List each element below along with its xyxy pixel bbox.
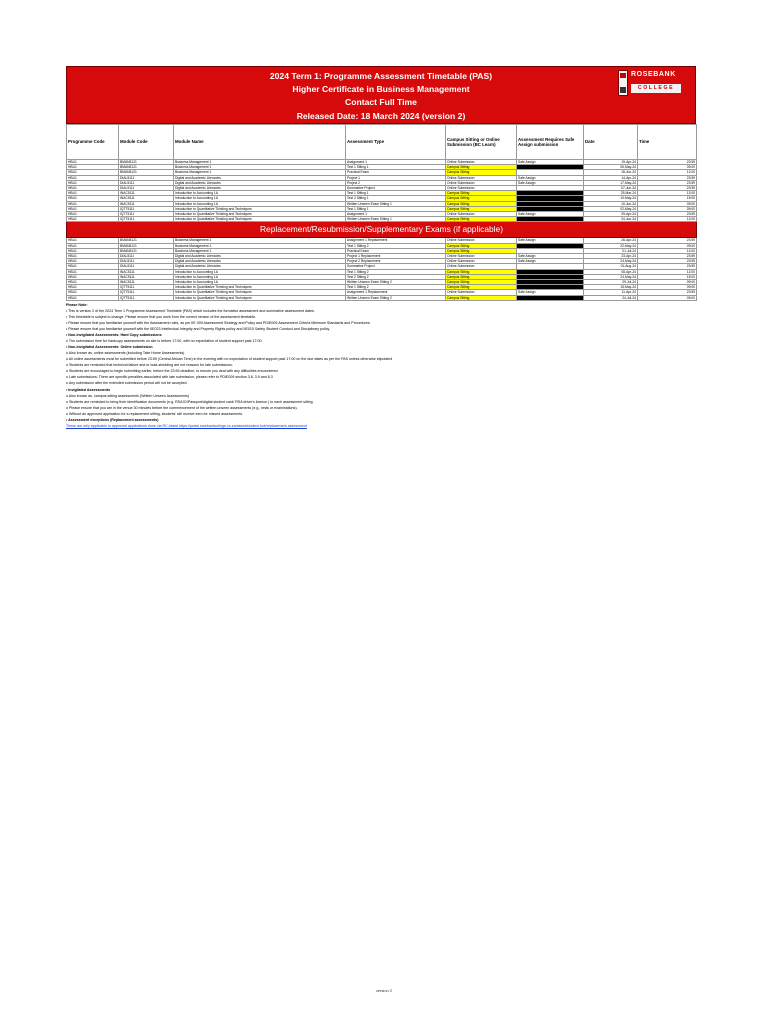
date-cell: 06-May-24: [584, 165, 638, 170]
col-header-module-code: Module Code: [119, 125, 174, 160]
programme-code-cell: HBU1: [67, 295, 119, 300]
module-code-cell: DIAL5111: [119, 259, 174, 264]
module-name-cell: Digital and Academic Literacies: [174, 180, 346, 185]
sitting-cell: Online Submission: [446, 264, 517, 269]
note-line: o Any submission after the extended submission period will not be accepted.: [66, 381, 188, 386]
programme-code-cell: HBU1: [67, 280, 119, 285]
col-header-sitting: Campus Sitting or Online Submission (BC Learn): [446, 125, 517, 160]
logo-mark-icon: [618, 70, 628, 96]
assessment-type-cell: Written Unseen Exam Sitting 1: [346, 201, 446, 206]
module-name-cell: Introduction to Accounting 1A: [174, 280, 346, 285]
time-cell: 09:00: [638, 295, 697, 300]
page-footer: version 2: [375, 988, 393, 993]
title-line-3: Contact Full Time: [345, 97, 417, 108]
module-name-cell: Introduction to Accounting 1A: [174, 196, 346, 201]
date-cell: 09-Apr-24: [584, 212, 638, 217]
assessment-table: [66, 124, 697, 301]
time-cell: 12:00: [638, 191, 697, 196]
timetable-sheet: [66, 66, 696, 429]
date-cell: 10-Jun-24: [584, 201, 638, 206]
module-name-cell: Business Management 1: [174, 160, 346, 165]
programme-code-cell: HBU1: [67, 269, 119, 274]
assessment-type-cell: Written Unseen Exam Sitting 2: [346, 295, 446, 300]
college-logo: [618, 70, 683, 96]
date-cell: 18-Jun-24: [584, 170, 638, 175]
programme-code-cell: HBU1: [67, 212, 119, 217]
module-name-cell: Introduction to Accounting 1A: [174, 201, 346, 206]
date-cell: 26-Apr-24: [584, 238, 638, 243]
module-code-cell: INAC5111: [119, 280, 174, 285]
note-line: o Without an approved application for a replacement sitting, students' will receive zero for missed assessments.: [66, 411, 244, 416]
module-name-cell: Introduction to Quantitative Thinking and Techniques: [174, 212, 346, 217]
module-code-cell: INAC5111: [119, 201, 174, 206]
safe-assign-cell: Safe Assign: [517, 254, 584, 259]
col-header-safe-assign: Assessment Requires Safe Assign submission: [517, 125, 584, 160]
date-cell: 07-Jun-24: [584, 186, 638, 191]
date-cell: 10-May-24: [584, 196, 638, 201]
module-code-cell: BMAN5121: [119, 243, 174, 248]
logo-line-2: COLLEGE: [631, 84, 681, 93]
programme-code-cell: HBU1: [67, 254, 119, 259]
time-cell: 09:00: [638, 201, 697, 206]
note-line: • Non-Invigilated Assessments: Online submission: [66, 345, 153, 350]
title-block: [67, 70, 695, 123]
programme-code-cell: HBU1: [67, 264, 119, 269]
sitting-cell: Online Submission: [446, 290, 517, 295]
programme-code-cell: HBU1: [67, 290, 119, 295]
col-header-programme-code: Programme Code: [67, 125, 119, 160]
module-code-cell: INAC5111: [119, 191, 174, 196]
programme-code-cell: HBU1: [67, 201, 119, 206]
safe-assign-cell: Safe Assign: [517, 180, 584, 185]
sitting-cell: Campus Sitting: [446, 280, 517, 285]
time-cell: 12:00: [638, 170, 697, 175]
programme-code-cell: HBU1: [67, 217, 119, 222]
time-cell: 12:00: [638, 217, 697, 222]
module-name-cell: Introduction to Accounting 1A: [174, 269, 346, 274]
assessment-type-cell: Project 2 Replacement: [346, 259, 446, 264]
time-cell: 23:59: [638, 259, 697, 264]
module-code-cell: IQTT5111: [119, 217, 174, 222]
sitting-cell: Online Submission: [446, 186, 517, 191]
module-code-cell: DIAL5111: [119, 264, 174, 269]
title-line-1: 2024 Term 1: Programme Assessment Timetable (PAS): [269, 71, 493, 81]
sitting-cell: Campus Sitting: [446, 217, 517, 222]
notes-section: [66, 302, 696, 429]
date-cell: 01-Aug-24: [584, 264, 638, 269]
date-cell: 08-Apr-24: [584, 269, 638, 274]
module-name-cell: Digital and Academic Literacies: [174, 175, 346, 180]
programme-code-cell: HBU1: [67, 160, 119, 165]
time-cell: 23:59: [638, 180, 697, 185]
assessment-type-cell: Test 1 Sitting 1: [346, 191, 446, 196]
note-line: o Please ensure that you are in the venue 30 minutes before the commencement of the written unseen assessments (e.g., tests or examinations).: [66, 405, 298, 410]
date-cell: 22-May-24: [584, 243, 638, 248]
date-cell: 17-May-24: [584, 180, 638, 185]
replacement-assessments: [67, 238, 697, 300]
sitting-cell: Campus Sitting: [446, 196, 517, 201]
time-cell: 23:59: [638, 175, 697, 180]
logo-line-1: ROSEBANK: [631, 71, 676, 78]
programme-code-cell: HBU1: [67, 196, 119, 201]
main-assessments: [67, 160, 697, 222]
sitting-cell: Online Submission: [446, 254, 517, 259]
safe-assign-cell: Safe Assign: [517, 259, 584, 264]
programme-code-cell: HBU1: [67, 191, 119, 196]
time-cell: 09:00: [638, 165, 697, 170]
module-code-cell: INAC5111: [119, 269, 174, 274]
sitting-cell: Campus Sitting: [446, 191, 517, 196]
sitting-cell: Campus Sitting: [446, 295, 517, 300]
programme-code-cell: HBU1: [67, 175, 119, 180]
assessment-type-cell: Test 2 Sitting 2: [346, 274, 446, 279]
time-cell: 12:00: [638, 248, 697, 253]
date-cell: 24-May-24: [584, 274, 638, 279]
sitting-cell: Online Submission: [446, 238, 517, 243]
module-code-cell: IQTT5111: [119, 206, 174, 211]
sitting-cell: Campus Sitting: [446, 274, 517, 279]
programme-code-cell: HBU1: [67, 206, 119, 211]
module-name-cell: Business Management 1: [174, 170, 346, 175]
sitting-cell: Online Submission: [446, 259, 517, 264]
note-line: o Students are encouraged to begin submitting earlier, before the 23:59 deadline, to ensure you deal with any difficulties encountered.: [66, 369, 279, 374]
module-name-cell: Introduction to Accounting 1A: [174, 274, 346, 279]
programme-code-cell: HBU1: [67, 248, 119, 253]
assessment-type-cell: Test 1 Sitting 1: [346, 165, 446, 170]
date-cell: 02-May-24: [584, 206, 638, 211]
programme-code-cell: HBU1: [67, 243, 119, 248]
time-cell: 23:59: [638, 212, 697, 217]
time-cell: 09:00: [638, 243, 697, 248]
sitting-cell: Campus Sitting: [446, 206, 517, 211]
module-name-cell: Introduction to Quantitative Thinking and Techniques: [174, 295, 346, 300]
title-line-4: Released Date: 18 March 2024 (version 2): [296, 110, 466, 121]
sitting-cell: Campus Sitting: [446, 201, 517, 206]
note-line: o The submission time for hardcopy assessments on site is before 17:00, with no expectation of student support past 17:00.: [66, 339, 263, 344]
assessment-type-cell: Written Unseen Exam Sitting 1: [346, 217, 446, 222]
module-code-cell: BMAN5121: [119, 238, 174, 243]
time-cell: 09:00: [638, 280, 697, 285]
assessment-type-cell: Assignment 1 Replacement: [346, 290, 446, 295]
note-line: • Invigilated Assessments: [66, 387, 111, 392]
col-header-module-name: Module Name: [174, 125, 346, 160]
date-cell: 29-Jul-24: [584, 280, 638, 285]
module-name-cell: Introduction to Quantitative Thinking and Techniques: [174, 217, 346, 222]
note-line: o All online assessments must be submitted before 23:59 (Central African Time) in the evening with no expectation of student support past 17:00 on the due dates as per the PAS unless otherwise stipulated: [66, 357, 393, 362]
note-line: • This is version 2 of the 2024 Term 1 Programme Assessment Timetable (PAS) which includes the formative assessment and summative assessment dates.: [66, 308, 315, 313]
time-cell: 09:00: [638, 206, 697, 211]
module-code-cell: IQTT5111: [119, 285, 174, 290]
assessment-type-cell: Assignment 1 Replacement: [346, 238, 446, 243]
date-cell: 11-Apr-24: [584, 290, 638, 295]
assessment-type-cell: Project 1 Replacement: [346, 254, 446, 259]
sitting-cell: Online Submission: [446, 212, 517, 217]
date-cell: 24-Jul-24: [584, 295, 638, 300]
time-cell: 23:59: [638, 264, 697, 269]
note-line: • Non-Invigilated Assessments: Hard Copy submissions: [66, 333, 162, 338]
module-name-cell: Introduction to Accounting 1A: [174, 191, 346, 196]
programme-code-cell: HBU1: [67, 180, 119, 185]
note-line: o Also known as, online assessments (including Take Home Assessments): [66, 351, 185, 356]
date-cell: 19-Apr-24: [584, 160, 638, 165]
safe-assign-cell: Safe Assign: [517, 290, 584, 295]
time-cell: 12:00: [638, 269, 697, 274]
date-cell: 25-Mar-24: [584, 191, 638, 196]
date-cell: 23-Apr-24: [584, 254, 638, 259]
module-name-cell: Business Management 1: [174, 243, 346, 248]
assessment-type-cell: Written Unseen Exam Sitting 2: [346, 280, 446, 285]
sitting-cell: Campus Sitting: [446, 269, 517, 274]
note-line: • Please ensure that you familiarise yourself with the IIE023 Intellectual Integrity and Property Rights policy and IIE015 Safety Student Conduct and Disciplinary policy.: [66, 327, 331, 332]
title-line-2: Higher Certificate in Business Management: [292, 84, 470, 95]
module-name-cell: Digital and Academic Literacies: [174, 259, 346, 264]
note-line: o Late submissions: There are specific penalties associated with late submission, please refer to PDIE009 section 3.8, 3.9 and 6.3: [66, 375, 273, 380]
date-cell: 01-Jul-24: [584, 248, 638, 253]
assessment-type-cell: Test 2 Sitting 1: [346, 196, 446, 201]
sitting-cell: Campus Sitting: [446, 285, 517, 290]
sitting-cell: Campus Sitting: [446, 165, 517, 170]
assessment-type-cell: Summative Project: [346, 264, 446, 269]
note-line: o Also known as, campus sitting assessments (Written Unseen Assessments): [66, 393, 190, 398]
note-line: • This timetable is subject to change. Please ensure that you work from the correct version of the assessment timetable.: [66, 314, 257, 319]
date-cell: 24-Jun-24: [584, 217, 638, 222]
module-name-cell: Digital and Academic Literacies: [174, 264, 346, 269]
date-cell: 24-May-24: [584, 259, 638, 264]
module-name-cell: Introduction to Quantitative Thinking and Techniques: [174, 285, 346, 290]
safe-assign-cell: Safe Assign: [517, 175, 584, 180]
assessment-type-cell: Assignment 1: [346, 160, 446, 165]
module-name-cell: Business Management 1: [174, 165, 346, 170]
assessment-type-cell: Test 1 Sitting 2: [346, 285, 446, 290]
module-code-cell: IQTT5111: [119, 212, 174, 217]
sitting-cell: Online Submission: [446, 160, 517, 165]
module-code-cell: BMAN5121: [119, 170, 174, 175]
date-cell: 14-Apr-24: [584, 175, 638, 180]
separator-row: [67, 222, 697, 238]
date-cell: 15-May-24: [584, 285, 638, 290]
table-header-row: [67, 125, 697, 160]
programme-code-cell: HBU1: [67, 186, 119, 191]
assessment-type-cell: Test 1 Sitting 2: [346, 243, 446, 248]
time-cell: 23:59: [638, 254, 697, 259]
programme-code-cell: HBU1: [67, 259, 119, 264]
assessment-type-cell: Test 1 Sitting 2: [346, 269, 446, 274]
assessment-type-cell: Practical Exam: [346, 248, 446, 253]
module-name-cell: Introduction to Quantitative Thinking and Techniques: [174, 290, 346, 295]
col-header-time: Time: [638, 125, 697, 160]
sitting-cell: Online Submission: [446, 180, 517, 185]
assessment-type-cell: Project 1: [346, 175, 446, 180]
module-name-cell: Introduction to Quantitative Thinking and Techniques: [174, 206, 346, 211]
module-code-cell: IQTT5111: [119, 295, 174, 300]
module-code-cell: BMAN5121: [119, 248, 174, 253]
programme-code-cell: HBU1: [67, 170, 119, 175]
module-code-cell: INAC5111: [119, 196, 174, 201]
programme-code-cell: HBU1: [67, 165, 119, 170]
safe-assign-cell: Safe Assign: [517, 212, 584, 217]
assessment-type-cell: Practical Exam: [346, 170, 446, 175]
assessment-type-cell: Project 2: [346, 180, 446, 185]
module-code-cell: INAC5111: [119, 274, 174, 279]
module-code-cell: DIAL5111: [119, 254, 174, 259]
note-line: • Please ensure that you familiarise yourself with the Assessment rules, as per IIE 009 Assessment Strategy and Policy and PDIE009 Assessment Criteria Minimum Standards and Procedures.: [66, 321, 371, 326]
note-line: o Students are reminded that technical failure and or load-shedding are not reasons for late submissions.: [66, 363, 233, 368]
module-code-cell: DIAL5111: [119, 180, 174, 185]
time-cell: 09:00: [638, 285, 697, 290]
module-name-cell: Business Management 1: [174, 238, 346, 243]
time-cell: 15:00: [638, 196, 697, 201]
module-name-cell: Digital and Academic Literacies: [174, 254, 346, 259]
module-code-cell: BMAN5121: [119, 165, 174, 170]
replacement-link[interactable]: These are only applicable to approved applications done via RC Assist https://portal.rosebankcollege.co.za/assist/student-hub/replacement-assessment: [66, 423, 307, 428]
safe-assign-cell: Safe Assign: [517, 238, 584, 243]
sitting-cell: Campus Sitting: [446, 243, 517, 248]
sitting-cell: Campus Sitting: [446, 248, 517, 253]
assessment-type-cell: Assignment 1: [346, 212, 446, 217]
separator-body: [67, 222, 697, 238]
note-line: Please Note:: [66, 302, 88, 307]
time-cell: 23:59: [638, 290, 697, 295]
safe-assign-cell: Safe Assign: [517, 160, 584, 165]
module-name-cell: Digital and Academic Literacies: [174, 186, 346, 191]
col-header-assessment-type: Assessment Type: [346, 125, 446, 160]
programme-code-cell: HBU1: [67, 238, 119, 243]
module-code-cell: BMAN5121: [119, 160, 174, 165]
assessment-type-cell: Test 1 Sitting 1: [346, 206, 446, 211]
programme-code-cell: HBU1: [67, 274, 119, 279]
col-header-date: Date: [584, 125, 638, 160]
replacement-section-heading: Replacement/Resubmission/Supplementary Exams (if applicable): [67, 222, 697, 238]
module-code-cell: DIAL5111: [119, 186, 174, 191]
time-cell: 23:59: [638, 186, 697, 191]
title-banner: [66, 66, 696, 124]
module-name-cell: Business Management 1: [174, 248, 346, 253]
note-line: • Assessment exceptions (Replacement assessments): [66, 417, 159, 422]
sitting-cell: Campus Sitting: [446, 170, 517, 175]
time-cell: 15:00: [638, 274, 697, 279]
safe-assign-cell: [517, 295, 584, 300]
module-code-cell: IQTT5111: [119, 290, 174, 295]
time-cell: 23:59: [638, 238, 697, 243]
note-line: o Students are reminded to bring their identification documents (e.g. RSA ID/Passport/digital student card/ RSA driver's licence ) to each assessment sitting: [66, 399, 313, 404]
programme-code-cell: HBU1: [67, 285, 119, 290]
assessment-type-cell: Summative Project: [346, 186, 446, 191]
sitting-cell: Online Submission: [446, 175, 517, 180]
table-row: [67, 295, 697, 300]
module-code-cell: DIAL5111: [119, 175, 174, 180]
time-cell: 23:59: [638, 160, 697, 165]
